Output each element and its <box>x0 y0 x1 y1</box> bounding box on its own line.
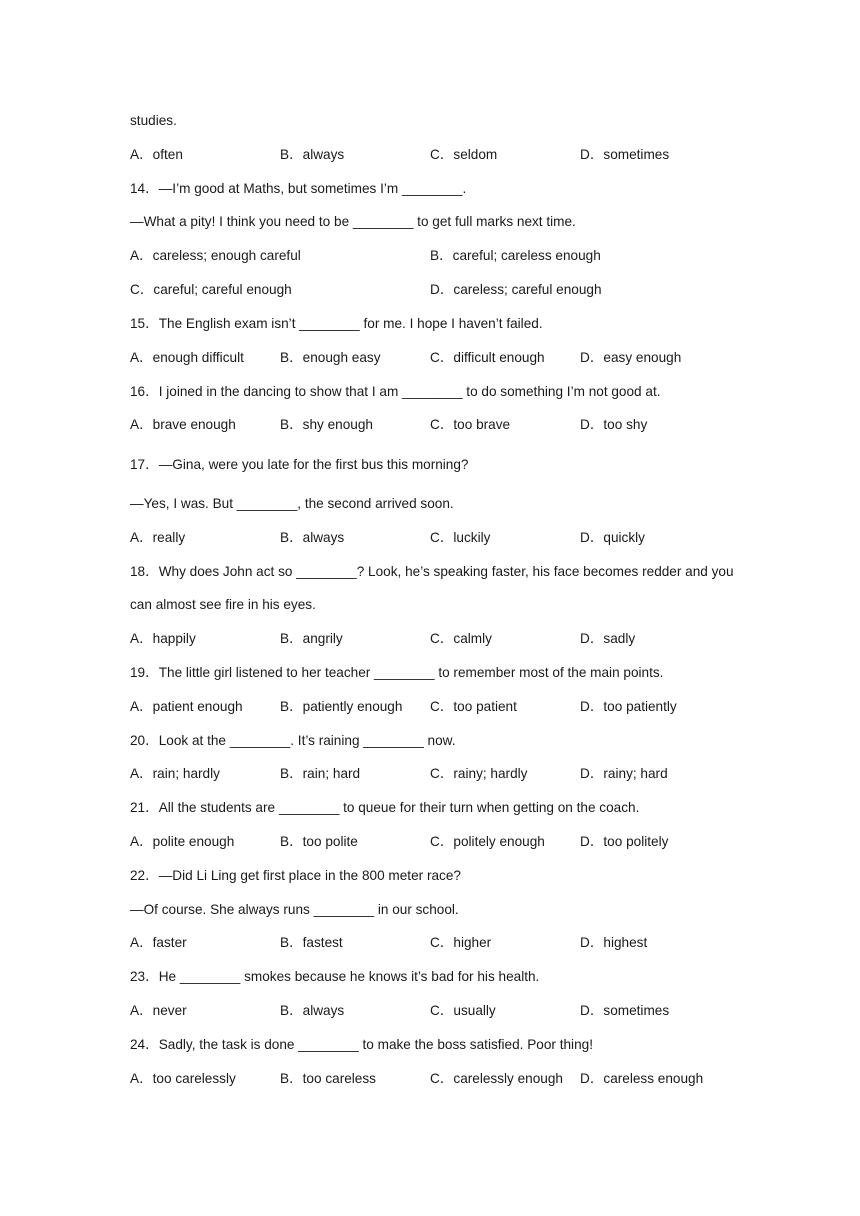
answer-option: B．too polite <box>280 834 358 849</box>
question-text: can almost see fire in his eyes. <box>130 597 316 612</box>
answer-option: B．enough easy <box>280 350 381 365</box>
question-text: —What a pity! I think you need to be ________ to get full marks next time. <box>130 214 576 229</box>
answer-option: A．polite enough <box>130 834 235 849</box>
question-text: 21．All the students are ________ to queue for their turn when getting on the coach. <box>130 800 640 815</box>
question-text: studies. <box>130 113 177 128</box>
answer-option: D．sadly <box>580 631 636 646</box>
answer-option: A．brave enough <box>130 417 236 432</box>
question-text: 18．Why does John act so ________? Look, he’s speaking faster, his face becomes redder and you <box>130 564 734 579</box>
answer-option: D．careless enough <box>580 1071 704 1086</box>
question-text: —Of course. She always runs ________ in our school. <box>130 902 459 917</box>
question-text: 19．The little girl listened to her teacher ________ to remember most of the main points. <box>130 665 664 680</box>
question-text: 17．—Gina, were you late for the first bus this morning? <box>130 457 469 472</box>
answer-option: C．carelessly enough <box>430 1071 563 1086</box>
answer-option: C．rainy; hardly <box>430 766 528 781</box>
answer-option: A．really <box>130 530 186 545</box>
answer-option: C．seldom <box>430 147 498 162</box>
answer-option: B．rain; hard <box>280 766 361 781</box>
answer-option: A．happily <box>130 631 196 646</box>
answer-option: D．rainy; hard <box>580 766 668 781</box>
answer-option: C．difficult enough <box>430 350 545 365</box>
answer-option: B．patiently enough <box>280 699 403 714</box>
question-text: —Yes, I was. But ________, the second arrived soon. <box>130 496 454 511</box>
answer-option: D．sometimes <box>580 1003 670 1018</box>
answer-option: B．shy enough <box>280 417 373 432</box>
question-text: 14．—I’m good at Maths, but sometimes I’m ________. <box>130 181 467 196</box>
answer-option: C．too brave <box>430 417 511 432</box>
question-text: 20．Look at the ________. It’s raining ________ now. <box>130 733 456 748</box>
answer-option: B．always <box>280 1003 345 1018</box>
question-text: 22．—Did Li Ling get first place in the 800 meter race? <box>130 868 461 883</box>
answer-option: D．too politely <box>580 834 669 849</box>
question-text: 24．Sadly, the task is done ________ to make the boss satisfied. Poor thing! <box>130 1037 593 1052</box>
answer-option: A．often <box>130 147 183 162</box>
answer-option: D．quickly <box>580 530 645 545</box>
answer-option: A．never <box>130 1003 187 1018</box>
answer-option: C．usually <box>430 1003 496 1018</box>
answer-option: A．enough difficult <box>130 350 244 365</box>
answer-option: B．fastest <box>280 935 343 950</box>
answer-option: C．higher <box>430 935 492 950</box>
answer-option: C．careful; careful enough <box>130 282 292 297</box>
answer-option: D．too patiently <box>580 699 677 714</box>
answer-option: B．always <box>280 530 345 545</box>
answer-option: D．highest <box>580 935 648 950</box>
answer-option: A．too carelessly <box>130 1071 236 1086</box>
answer-option: C．too patient <box>430 699 517 714</box>
answer-option: A．careless; enough careful <box>130 248 301 263</box>
answer-option: B．too careless <box>280 1071 376 1086</box>
answer-option: D．careless; careful enough <box>430 282 602 297</box>
answer-option: C．politely enough <box>430 834 545 849</box>
answer-option: D．sometimes <box>580 147 670 162</box>
question-text: 16．I joined in the dancing to show that I am ________ to do something I’m not good at. <box>130 384 661 399</box>
answer-option: C．calmly <box>430 631 492 646</box>
answer-option: A．patient enough <box>130 699 243 714</box>
answer-option: B．angrily <box>280 631 343 646</box>
answer-option: D．too shy <box>580 417 648 432</box>
answer-option: D．easy enough <box>580 350 682 365</box>
answer-option: A．rain; hardly <box>130 766 220 781</box>
answer-option: C．luckily <box>430 530 491 545</box>
answer-option: B．always <box>280 147 345 162</box>
question-text: 15．The English exam isn’t ________ for me. I hope I haven’t failed. <box>130 316 543 331</box>
question-text: 23．He ________ smokes because he knows it’s bad for his health. <box>130 969 540 984</box>
answer-option: A．faster <box>130 935 187 950</box>
answer-option: B．careful; careless enough <box>430 248 601 263</box>
